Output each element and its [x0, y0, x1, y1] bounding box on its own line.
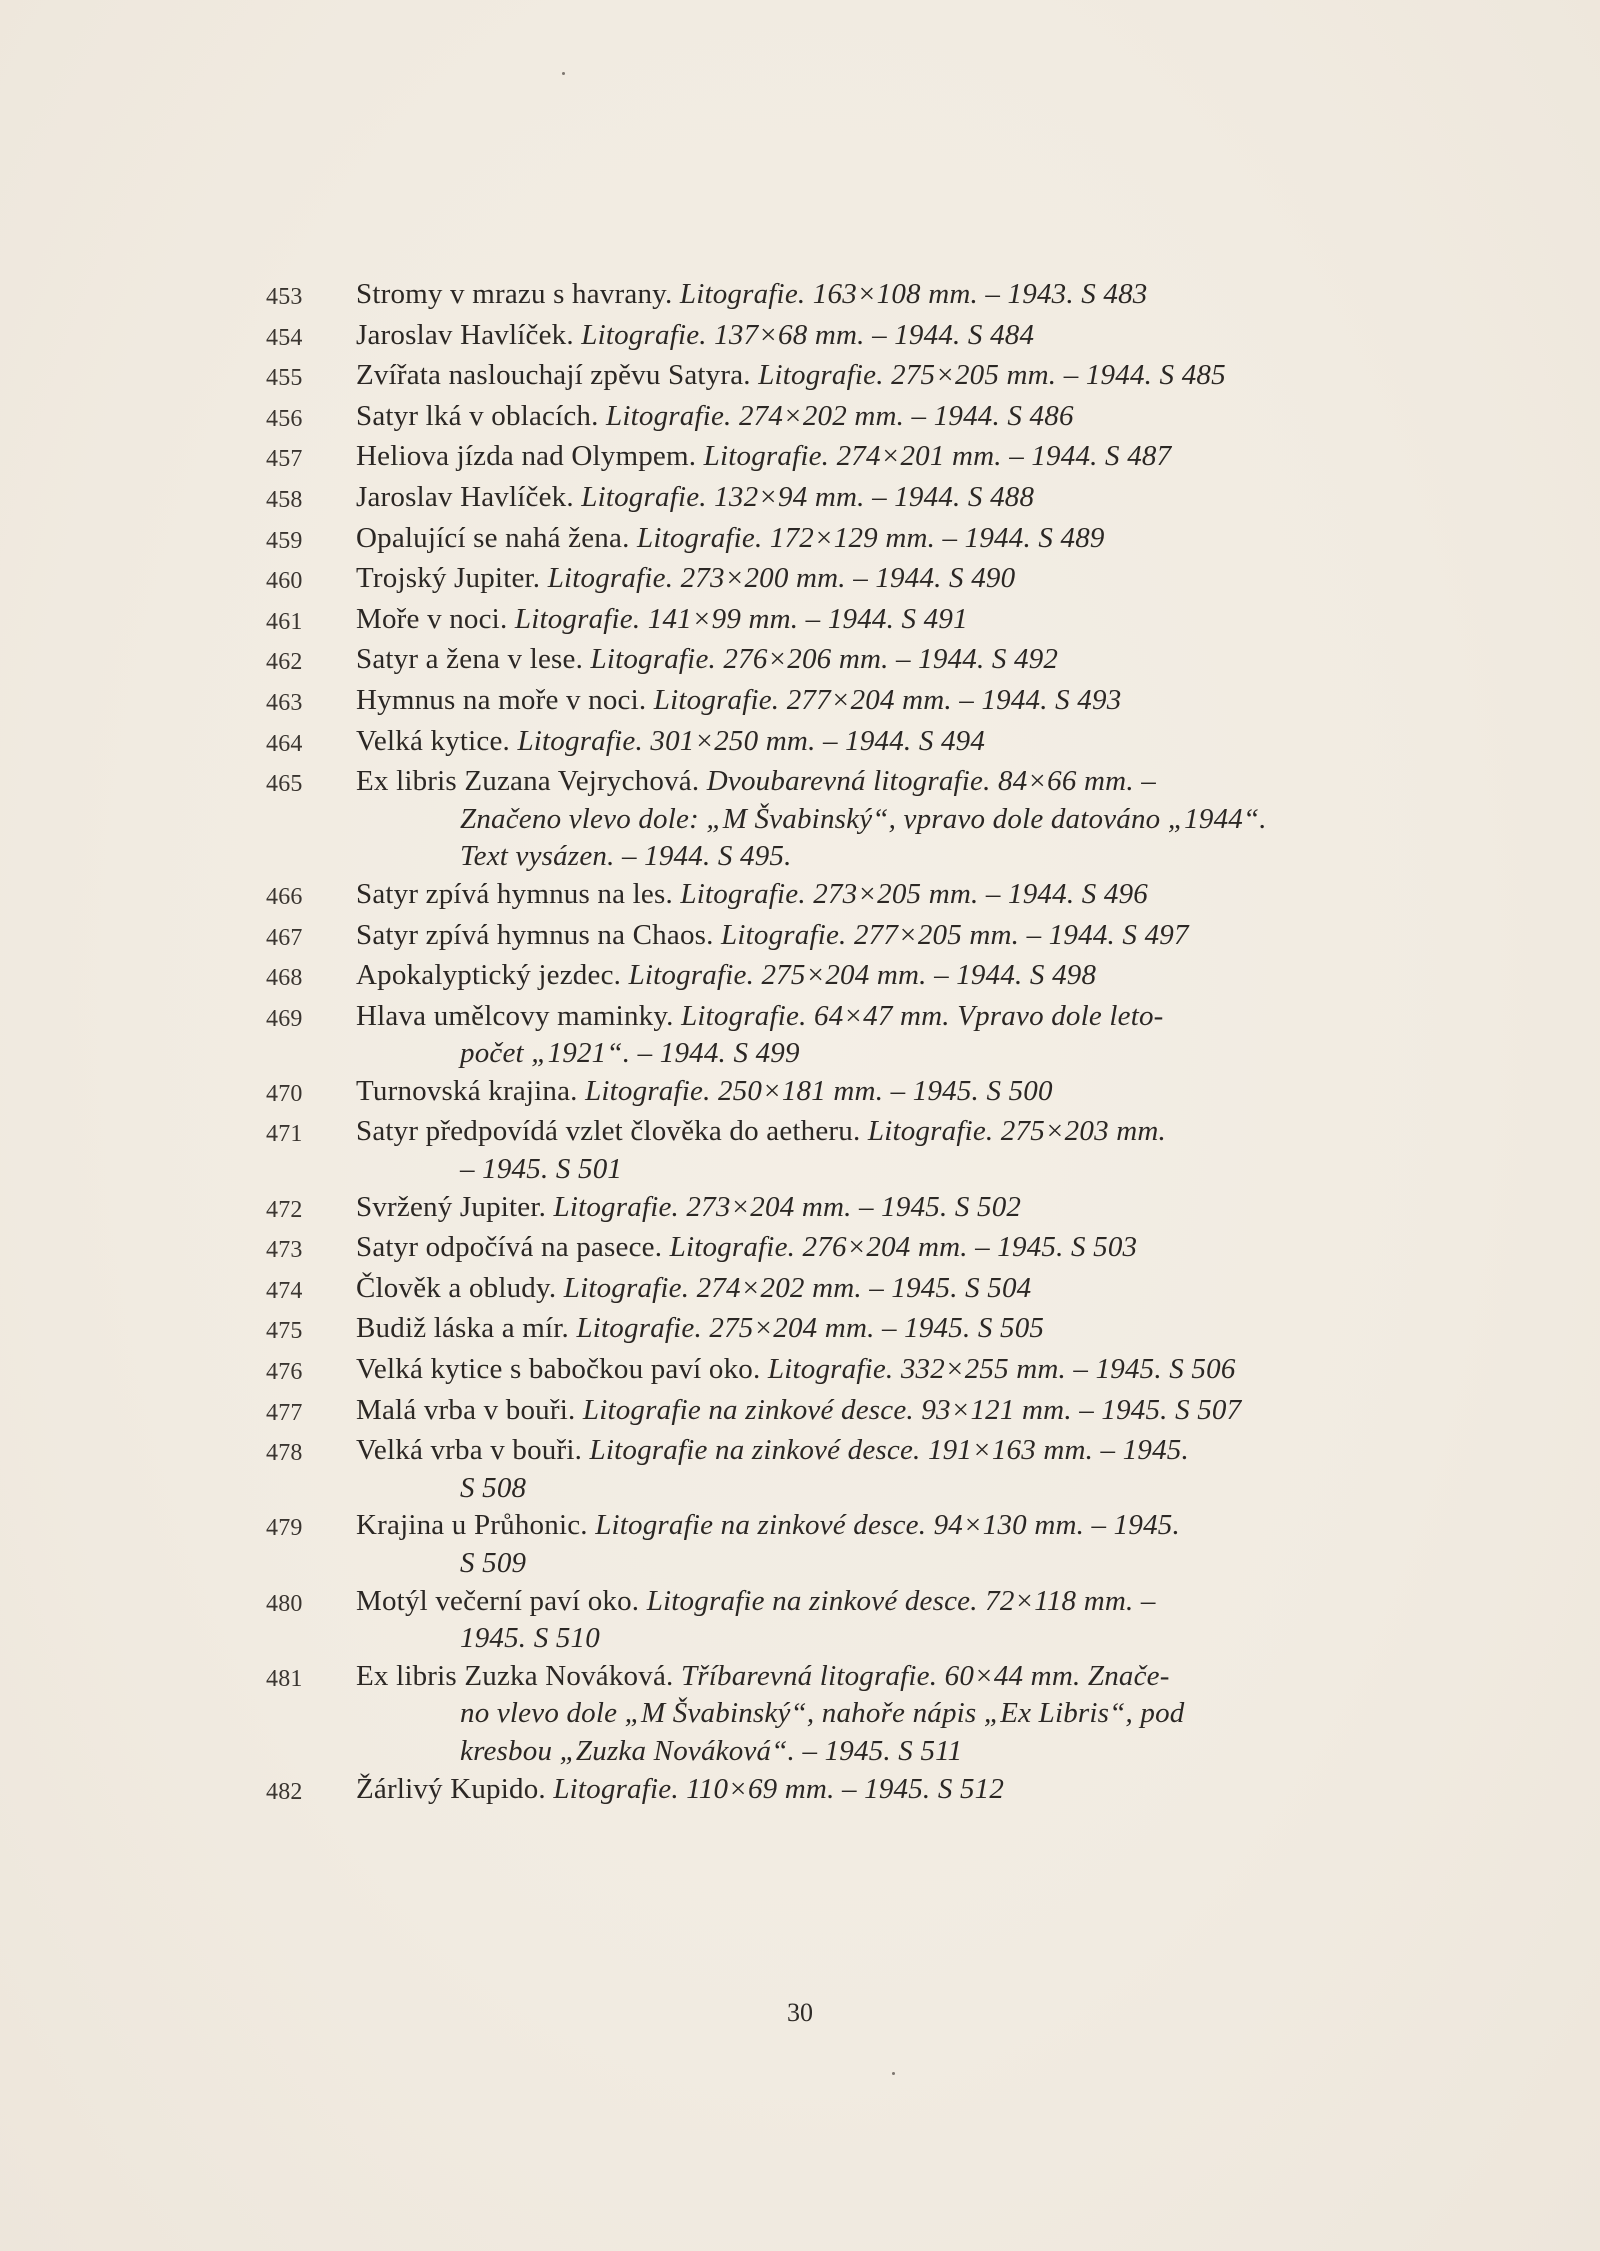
entry-number: 467: [266, 924, 303, 951]
entry-number: 466: [266, 883, 303, 910]
entry-number: 475: [266, 1318, 303, 1345]
entry-title: Apokalyptický jezdec.: [356, 959, 622, 992]
entry-title: Opalující se nahá žena.: [356, 521, 630, 554]
catalog-entry: [266, 723, 1456, 764]
catalog-entry: [266, 1310, 1456, 1351]
entry-title: Velká kytice s babočkou paví oko.: [356, 1353, 761, 1386]
entry-body: [356, 1432, 1456, 1507]
entry-title: Satyr předpovídá vzlet člověka do aetheru.: [356, 1115, 861, 1148]
entry-detail: Litografie. 276×206 mm. – 1944. S 492: [590, 643, 1059, 676]
entry-detail: Litografie na zinkové desce. 93×121 mm. – 1945. S 507: [582, 1393, 1242, 1426]
entry-detail: Litografie. 275×205 mm. – 1944. S 485: [758, 359, 1226, 392]
entry-number: 474: [266, 1277, 303, 1304]
entry-body: [356, 1073, 1456, 1111]
entry-continuation-line: – 1945. S 501: [460, 1153, 623, 1186]
entry-title: Satyr lká v oblacích.: [356, 399, 599, 432]
entry-number: 480: [266, 1590, 303, 1617]
entry-body: [356, 1189, 1456, 1227]
catalog-entry: [266, 876, 1456, 917]
catalog-entry: [266, 1073, 1456, 1114]
entry-title: Žárlivý Kupido.: [356, 1772, 546, 1805]
entry-body: [356, 1310, 1456, 1348]
entry-detail: Litografie. 277×205 mm. – 1944. S 497: [721, 918, 1189, 951]
catalog-entry: [266, 682, 1456, 723]
entry-body: [356, 723, 1456, 761]
catalog-entry: [266, 957, 1456, 998]
catalog-entry: [266, 998, 1456, 1073]
entry-body: [356, 998, 1456, 1073]
catalog-entry: [266, 601, 1456, 642]
entry-title: Stromy v mrazu s havrany.: [356, 278, 673, 310]
entry-continuation-line: S 508: [460, 1471, 527, 1504]
entry-detail: Litografie. 301×250 mm. – 1944. S 494: [517, 724, 986, 757]
entry-number: 477: [266, 1399, 303, 1426]
catalog-list: [266, 276, 1456, 1811]
entry-detail: Litografie. 250×181 mm. – 1945. S 500: [585, 1074, 1053, 1107]
entry-number: 476: [266, 1359, 303, 1386]
entry-title: Velká kytice.: [356, 724, 510, 757]
entry-body: [356, 276, 1456, 314]
entry-title: Ex libris Zuzana Vejrychová.: [356, 765, 700, 798]
entry-body: [356, 763, 1456, 876]
entry-continuation-line: počet „1921“. – 1944. S 499: [460, 1037, 800, 1070]
entry-body: [356, 357, 1456, 395]
entry-body: [356, 479, 1456, 517]
entry-body: [356, 1229, 1456, 1267]
entry-number: 472: [266, 1196, 303, 1223]
entry-number: 481: [266, 1665, 303, 1692]
page-number: 30: [787, 1998, 813, 2027]
entry-detail: Litografie. 110×69 mm. – 1945. S 512: [553, 1772, 1005, 1805]
entry-continuation-line: kresbou „Zuzka Nováková“. – 1945. S 511: [460, 1734, 963, 1767]
entry-number: 478: [266, 1440, 303, 1467]
entry-number: 454: [266, 324, 303, 351]
entry-number: 463: [266, 689, 303, 716]
entry-body: [356, 1351, 1456, 1389]
catalog-entry: [266, 438, 1456, 479]
entry-number: 479: [266, 1515, 303, 1542]
entry-detail: Litografie. 276×204 mm. – 1945. S 503: [669, 1231, 1138, 1264]
entry-title: Budiž láska a mír.: [356, 1312, 570, 1345]
entry-continuation-line: no vlevo dole „M Švabinský“, nahoře nápis „Ex Libris“, pod: [460, 1697, 1185, 1730]
catalog-entry: [266, 1771, 1456, 1812]
entry-detail: Litografie. 273×200 mm. – 1944. S 490: [547, 562, 1016, 595]
entry-detail: Litografie. 332×255 mm. – 1945. S 506: [767, 1353, 1236, 1386]
entry-body: [356, 1583, 1456, 1658]
entry-body: [356, 1392, 1456, 1430]
entry-number: 461: [266, 608, 303, 635]
entry-continuation-line: S 509: [460, 1547, 527, 1579]
entry-title: Malá vrba v bouři.: [356, 1393, 576, 1426]
paper-speck: [892, 2072, 895, 2075]
catalog-entry: [266, 1351, 1456, 1392]
entry-body: [356, 917, 1456, 955]
entry-number: 459: [266, 527, 303, 554]
entry-body: [356, 560, 1456, 598]
entry-body: [356, 520, 1456, 558]
catalog-entry: [266, 1583, 1456, 1658]
entry-detail: Litografie. 275×203 mm.: [867, 1115, 1166, 1148]
entry-number: 462: [266, 649, 303, 676]
entry-body: [356, 682, 1456, 720]
entry-detail: Litografie. 275×204 mm. – 1944. S 498: [628, 959, 1097, 992]
entry-title: Satyr a žena v lese.: [356, 643, 584, 676]
entry-body: [356, 1771, 1456, 1809]
entry-detail: Litografie. 273×205 mm. – 1944. S 496: [680, 877, 1148, 910]
entry-detail: Litografie. 274×202 mm. – 1945. S 504: [563, 1271, 1032, 1304]
entry-number: 482: [266, 1778, 303, 1805]
catalog-entry: [266, 479, 1456, 520]
entry-number: 465: [266, 771, 303, 798]
entry-number: 457: [266, 446, 303, 473]
entry-detail: Litografie. 132×94 mm. – 1944. S 488: [581, 480, 1035, 513]
entry-continuation-line: 1945. S 510: [460, 1622, 600, 1655]
entry-detail: Dvoubarevná litografie. 84×66 mm. –: [706, 765, 1156, 798]
entry-title: Turnovská krajina.: [356, 1074, 578, 1107]
entry-title: Heliova jízda nad Olympem.: [356, 440, 697, 473]
entry-detail: Litografie. 163×108 mm. – 1943. S 483: [679, 278, 1148, 310]
catalog-entry: [266, 1392, 1456, 1433]
entry-title: Velká vrba v bouři.: [356, 1434, 583, 1467]
entry-detail: Litografie. 172×129 mm. – 1944. S 489: [636, 521, 1105, 554]
catalog-entry: [266, 1658, 1456, 1771]
entry-continuation-line: Text vysázen. – 1944. S 495.: [460, 840, 792, 873]
entry-body: [356, 1507, 1456, 1582]
entry-number: 468: [266, 965, 303, 992]
catalog-entry: [266, 317, 1456, 358]
entry-title: Moře v noci.: [356, 602, 508, 635]
entry-detail: Litografie. 274×202 mm. – 1944. S 486: [606, 399, 1074, 432]
entry-title: Člověk a obludy.: [356, 1271, 557, 1304]
entry-body: [356, 601, 1456, 639]
entry-title: Zvířata naslouchají zpěvu Satyra.: [356, 359, 751, 392]
entry-body: [356, 317, 1456, 355]
entry-detail: Litografie. 275×204 mm. – 1945. S 505: [576, 1312, 1045, 1345]
entry-detail: Litografie na zinkové desce. 72×118 mm. –: [646, 1584, 1156, 1617]
entry-body: [356, 876, 1456, 914]
catalog-entry: [266, 1432, 1456, 1507]
entry-number: 458: [266, 486, 303, 513]
entry-title: Hymnus na moře v noci.: [356, 683, 647, 716]
entry-detail: Litografie na zinkové desce. 94×130 mm. – 1945.: [595, 1509, 1180, 1542]
entry-body: [356, 957, 1456, 995]
entry-title: Satyr zpívá hymnus na les.: [356, 877, 673, 910]
entry-body: [356, 1270, 1456, 1308]
catalog-entry: [266, 763, 1456, 876]
entry-detail: Litografie. 137×68 mm. – 1944. S 484: [581, 318, 1035, 351]
entry-body: [356, 398, 1456, 436]
entry-number: 469: [266, 1005, 303, 1032]
entry-detail: Litografie. 273×204 mm. – 1945. S 502: [553, 1190, 1022, 1223]
entry-number: 473: [266, 1237, 303, 1264]
catalog-entry: [266, 398, 1456, 439]
entry-body: [356, 641, 1456, 679]
entry-detail: Litografie na zinkové desce. 191×163 mm. – 1945.: [589, 1434, 1189, 1467]
entry-title: Krajina u Průhonic.: [356, 1509, 588, 1542]
entry-title: Ex libris Zuzka Nováková.: [356, 1659, 674, 1692]
catalog-entry: [266, 1270, 1456, 1311]
entry-number: 471: [266, 1121, 303, 1148]
catalog-entry: [266, 1229, 1456, 1270]
entry-title: Jaroslav Havlíček.: [356, 480, 574, 513]
entry-title: Motýl večerní paví oko.: [356, 1584, 640, 1617]
entry-number: 470: [266, 1080, 303, 1107]
entry-detail: Litografie. 64×47 mm. Vpravo dole leto-: [681, 999, 1164, 1032]
entry-title: Satyr zpívá hymnus na Chaos.: [356, 918, 714, 951]
entry-title: Satyr odpočívá na pasece.: [356, 1231, 663, 1264]
entry-title: Jaroslav Havlíček.: [356, 318, 574, 351]
entry-number: 453: [266, 284, 303, 310]
entry-number: 455: [266, 365, 303, 392]
catalog-entry: [266, 1507, 1456, 1582]
entry-detail: Litografie. 274×201 mm. – 1944. S 487: [703, 440, 1172, 473]
entry-number: 460: [266, 568, 303, 595]
catalog-entry: [266, 1113, 1456, 1188]
catalog-entry: [266, 520, 1456, 561]
entry-body: [356, 1658, 1456, 1771]
catalog-entry: [266, 917, 1456, 958]
entry-title: Hlava umělcovy maminky.: [356, 999, 674, 1032]
entry-title: Trojský Jupiter.: [356, 562, 541, 595]
entry-number: 464: [266, 730, 303, 757]
entry-detail: Litografie. 141×99 mm. – 1944. S 491: [514, 602, 968, 635]
entry-number: 456: [266, 405, 303, 432]
catalog-entry: [266, 357, 1456, 398]
entry-title: Svržený Jupiter.: [356, 1190, 547, 1223]
entry-body: [356, 438, 1456, 476]
catalog-entry: [266, 1189, 1456, 1230]
catalog-entry: [266, 641, 1456, 682]
paper-speck: [562, 72, 565, 75]
entry-detail: Litografie. 277×204 mm. – 1944. S 493: [653, 683, 1122, 716]
entry-body: [356, 1113, 1456, 1188]
catalog-entry: [266, 276, 1456, 317]
catalog-entry: [266, 560, 1456, 601]
entry-continuation-line: Značeno vlevo dole: „M Švabinský“, vpravo dole datováno „1944“.: [460, 802, 1267, 835]
entry-detail: Tříbarevná litografie. 60×44 mm. Znače-: [680, 1659, 1170, 1692]
